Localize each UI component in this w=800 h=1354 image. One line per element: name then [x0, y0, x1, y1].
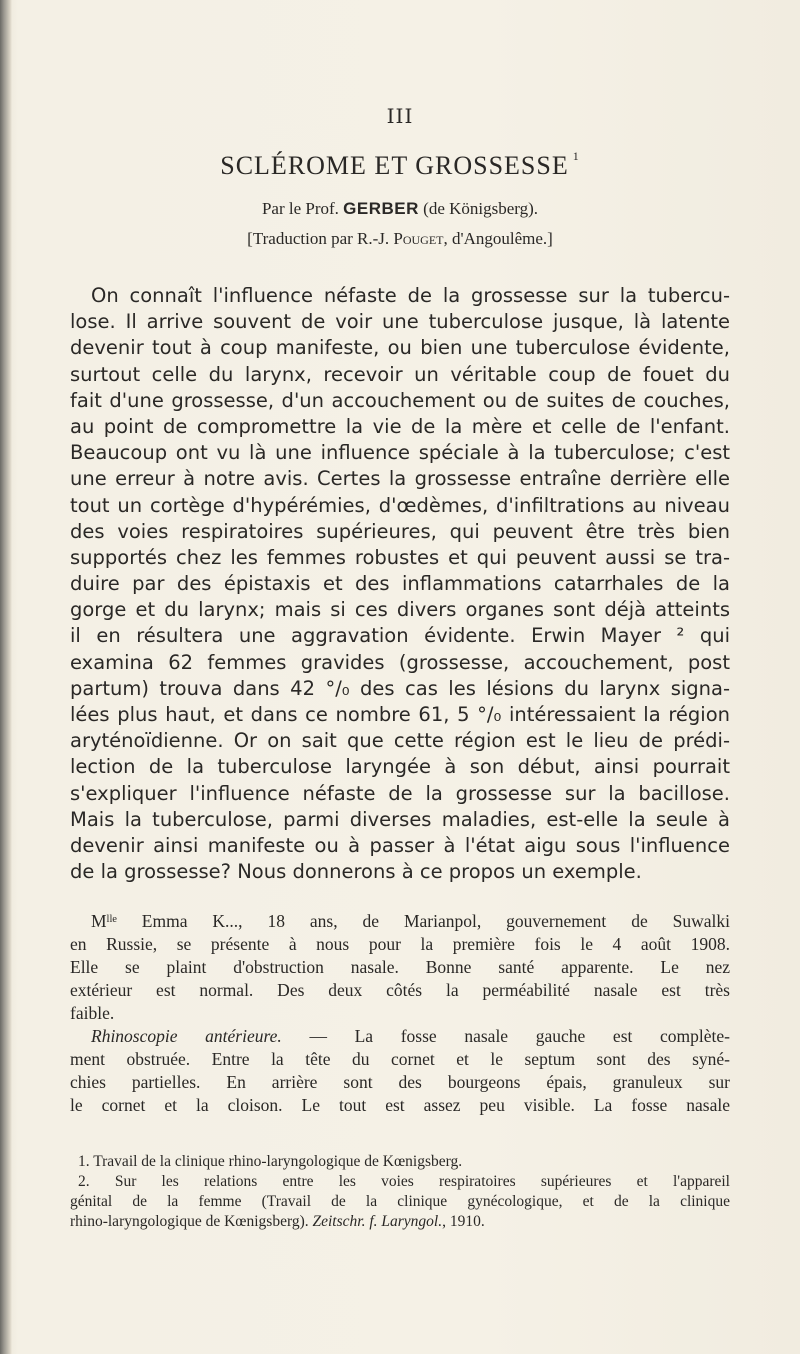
author-name: GERBER — [343, 199, 419, 218]
byline — [0, 199, 800, 219]
footnote-2-line — [70, 1212, 730, 1232]
body-line: On connaît l'influence néfaste de la grossesse sur la tubercu- — [91, 284, 730, 307]
translator-name: Pouget — [393, 229, 444, 248]
translation-credit — [0, 229, 800, 249]
body-line: au point de compromettre la vie de la mère et celle de l'enfant. — [70, 414, 730, 438]
body-line: devenir ainsi manifeste ou à passer à l'état aigu sous l'influence — [70, 833, 730, 857]
body-line: Beaucoup ont vu là une influence spéciale à la tuberculose; c'est — [70, 441, 730, 465]
body-paragraph — [70, 283, 730, 885]
body-line: de la grossesse? Nous donnerons à ce propos un exemple. — [70, 860, 642, 884]
case-report — [70, 910, 730, 1117]
chapter-number: III — [386, 104, 414, 128]
footnote-1: 1. Travail de la clinique rhino-laryngologique de Kœnigsberg. — [78, 1153, 463, 1170]
case-line: extérieur est normal. Des deux côtés la perméabilité nasale est très — [70, 980, 730, 1000]
article-title — [0, 151, 800, 181]
journal-name: Zeitschr. f. Laryngol. — [312, 1213, 443, 1230]
body-line: aryténoïdienne. Or on sait que cette région est le lieu de prédi- — [70, 729, 730, 753]
footnote-2-line: 2. Sur les relations entre les voies respiratoires supérieures et l'appareil — [78, 1173, 730, 1190]
body-line: une erreur à notre avis. Certes la grossesse entraîne derrière elle — [70, 467, 730, 491]
body-line: examina 62 femmes gravides (grossesse, accouchement, post — [70, 650, 730, 674]
body-line: lection de la tuberculose laryngée à son début, ainsi pourrait — [70, 755, 730, 779]
case-line: Elle se plaint d'obstruction nasale. Bonne santé apparente. Le nez — [70, 957, 730, 977]
body-line: duire par des épistaxis et des inflammations catarrhales de la — [70, 572, 730, 596]
body-line: gorge et du larynx; mais si ces divers organes sont déjà atteints — [70, 598, 730, 622]
footnote-2-line: génital de la femme (Travail de la clinique gynécologique, et de la clinique — [70, 1193, 730, 1210]
rhinoscopy-line: chies partielles. En arrière sont des bourgeons épais, granuleux sur — [70, 1072, 730, 1092]
title-text: SCLÉROME ET GROSSESSE — [220, 151, 569, 180]
body-line: partum) trouva dans 42 °/₀ des cas les lésions du larynx signa- — [70, 676, 730, 700]
body-line: supportés chez les femmes robustes et qui peuvent aussi se tra- — [70, 545, 730, 569]
rhinoscopy-heading: Rhinoscopie antérieure. — [91, 1026, 282, 1046]
footnote-2-prefix: rhino-laryngologique de Kœnigsberg). — [70, 1213, 313, 1230]
body-line: tout un cortège d'hypérémies, d'œdèmes, d'infiltrations au niveau — [70, 493, 730, 517]
footnotes — [70, 1152, 730, 1232]
body-line: Mais la tuberculose, parmi diverses maladies, est-elle la seule à — [70, 807, 730, 831]
body-line: s'expliquer l'influence néfaste de la grossesse sur la bacillose. — [70, 781, 730, 805]
body-line: surtout celle du larynx, recevoir un véritable coup de fouet du — [70, 362, 730, 386]
body-line: il en résultera une aggravation évidente. Erwin Mayer ² qui — [70, 624, 730, 648]
footnote-2-suffix: , 1910. — [442, 1213, 485, 1230]
rhinoscopy-line: le cornet et la cloison. Le tout est assez peu visible. La fosse nasale — [70, 1095, 730, 1115]
body-line: des voies respiratoires supérieures, qui peuvent être très bien — [70, 519, 730, 543]
body-line: fait d'une grossesse, d'un accouchement ou de suites de couches, — [70, 388, 730, 412]
body-line: devenir tout à coup manifeste, ou bien une tuberculose évidente, — [70, 336, 730, 360]
case-line: Mˡˡᵉ Emma K..., 18 ans, de Marianpol, gouvernement de Suwalki — [91, 911, 730, 931]
body-line: lées plus haut, et dans ce nombre 61, 5 °/₀ intéressaient la région — [70, 703, 730, 726]
translation-suffix: , d'Angoulême.] — [443, 229, 553, 248]
rhinoscopy-line — [70, 1025, 730, 1048]
case-line: en Russie, se présente à nous pour la première fois le 4 août 1908. — [70, 934, 730, 954]
title-footnote-marker: 1 — [572, 149, 580, 163]
rhinoscopy-line: ment obstruée. Entre la tête du cornet et le septum sont des syné- — [70, 1049, 730, 1069]
case-line: faible. — [70, 1003, 115, 1023]
body-line: lose. Il arrive souvent de voir une tuberculose jusque, là latente — [70, 310, 730, 334]
rhinoscopy-text: — La fosse nasale gauche est complète- — [281, 1026, 730, 1046]
byline-prefix: Par le Prof. — [261, 199, 344, 218]
translation-prefix: [Traduction par R.-J. — [247, 229, 394, 248]
byline-suffix: (de Königsberg). — [418, 199, 539, 218]
